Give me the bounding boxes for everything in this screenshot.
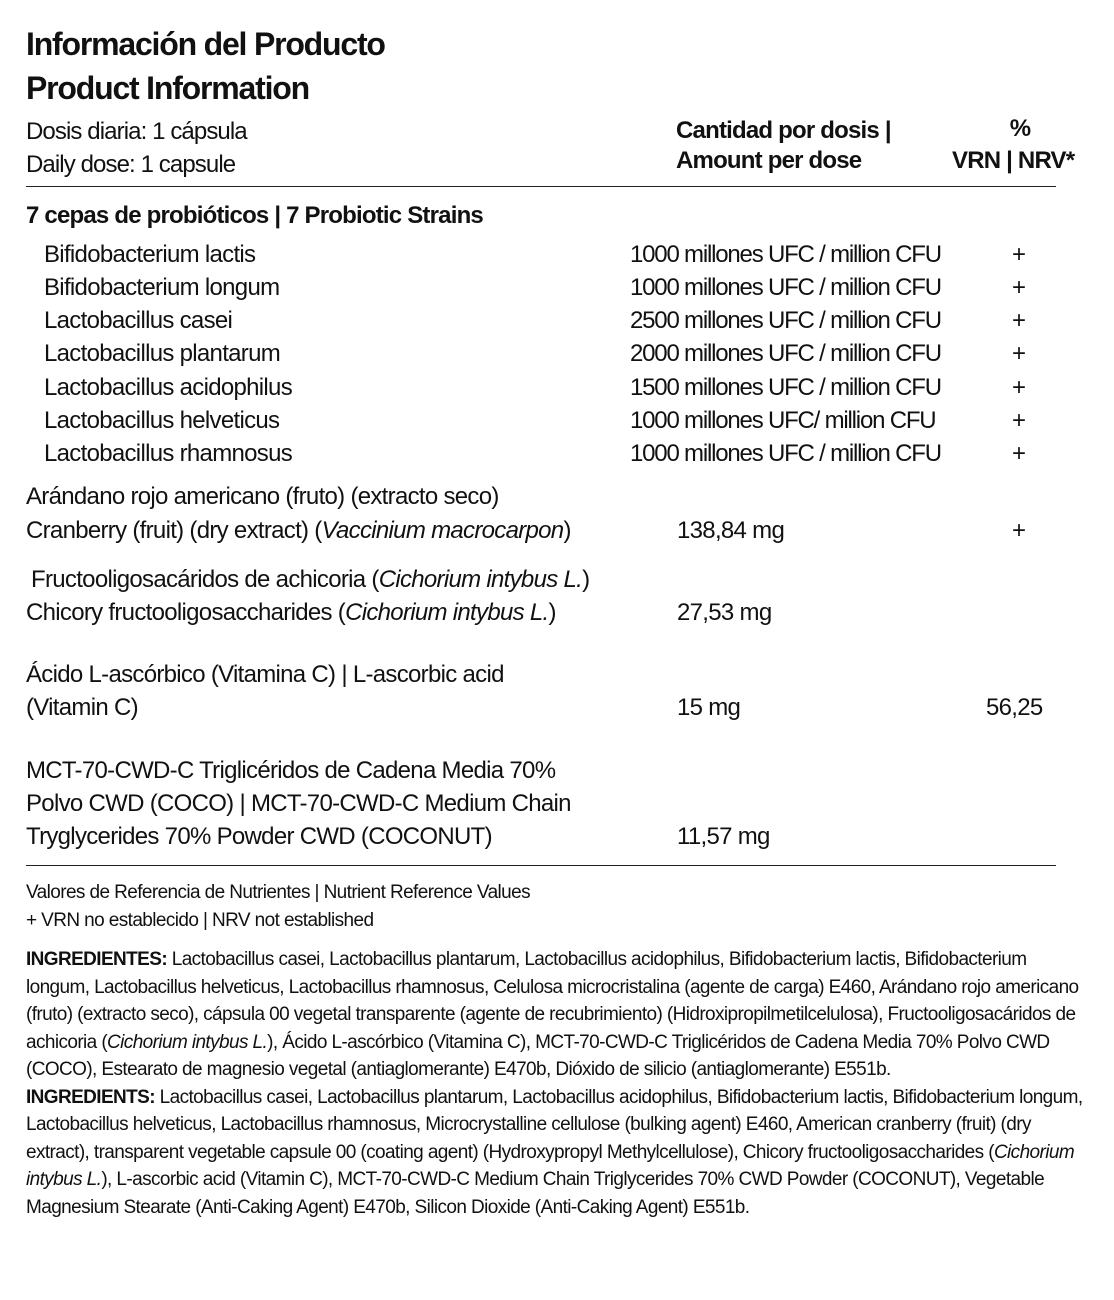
strain-amount: 2000 millones UFC / million CFU (630, 340, 941, 367)
nrv-reference-note: Valores de Referencia de Nutrientes | Nutrient Reference Values (26, 882, 530, 903)
strain-name: Lactobacillus rhamnosus (44, 440, 293, 467)
strain-nrv: + (1012, 274, 1026, 301)
vitamin-c-name-line2: (Vitamin C) (26, 694, 138, 721)
ingredients-spanish-label: INGREDIENTES: (26, 949, 168, 970)
strain-name: Bifidobacterium longum (44, 274, 280, 301)
mct-name-line1: MCT-70-CWD-C Triglicéridos de Cadena Media 70% (26, 757, 556, 784)
mct-name-line2: Polvo CWD (COCO) | MCT-70-CWD-C Medium Chain (26, 790, 571, 817)
chicory-name-spanish: Fructooligosacáridos de achicoria (Cichorium intybus L.) (31, 566, 590, 593)
strain-name: Lactobacillus acidophilus (44, 374, 293, 401)
strain-name: Lactobacillus helveticus (44, 407, 280, 434)
chicory-name-english: Chicory fructooligosaccharides (Cichorium intybus L.) (26, 599, 556, 626)
strain-nrv: + (1012, 340, 1026, 367)
strain-amount: 1000 millones UFC / million CFU (630, 440, 941, 467)
ingredients-english-label: INGREDIENTS: (26, 1086, 155, 1108)
ingredients-spanish: INGREDIENTES: Lactobacillus casei, Lactobacillus plantarum, Lactobacillus acidophilus, Bifidobacterium lactis, Bifidobacterium longum, Lactobacillus helveticus, Lactobacillus rhamnosus, Celulosa microcristalina (agente de carga) E460, Arándano rojo americano (fruto) (extracto seco), cápsula 00 vegetal transparente (agente de recubrimiento) (Hidroxipropilmetilcelulosa), Fructooligosacáridos de achicoria (Cichorium intybus L.), Ácido L-ascórbico (Vitamina C), MCT-70-CWD-C Triglicéridos de Cadena Media 70% Polvo CWD (COCO), Estearato de magnesio vegetal (antiaglomerante) E470b, Dióxido de silicio (antiaglomerante) E551b. (26, 949, 1079, 1080)
strain-nrv: + (1012, 407, 1026, 434)
nrv-not-established-note: + VRN no establecido | NRV not established (26, 910, 374, 931)
title-spanish: Información del Producto (26, 26, 385, 62)
strain-amount: 1500 millones UFC / million CFU (630, 374, 941, 401)
vitamin-c-amount: 15 mg (677, 694, 741, 721)
nrv-column-header-line2: VRN | NRV* (952, 147, 1075, 174)
title-english: Product Information (26, 70, 309, 106)
chicory-latin-name: Cichorium intybus L. (345, 599, 549, 626)
strain-row (0, 271, 1114, 304)
cranberry-name-spanish: Arándano rojo americano (fruto) (extracto seco) (26, 483, 499, 510)
daily-dose-english: Daily dose: 1 capsule (26, 151, 236, 178)
ingredients-english: INGREDIENTS: Lactobacillus casei, Lactobacillus plantarum, Lactobacillus acidophilus, Bifidobacterium lactis, Bifidobacterium longum, Lactobacillus helveticus, Lactobacillus rhamnosus, Microcrystalline cellulose (bulking agent) E460, American cranberry (fruit) (dry extract), transparent vegetable capsule 00 (coating agent) (Hydroxypropyl Methylcellulose), Chicory fructooligosaccharides (Cichorium intybus L.), L-ascorbic acid (Vitamin C), MCT-70-CWD-C Medium Chain Triglycerides 70% CWD Powder (COCONUT), Vegetable Magnesium Stearate (Anti-Caking Agent) E470b, Silicon Dioxide (Anti-Caking Agent) E551b. (26, 1086, 1083, 1218)
vitamin-c-name-line1: Ácido L-ascórbico (Vitamina C) | L-ascorbic acid (26, 661, 504, 688)
strain-amount: 1000 millones UFC/ million CFU (630, 407, 936, 434)
strain-name: Lactobacillus casei (44, 307, 233, 334)
footer-divider (26, 865, 1056, 866)
strain-amount: 2500 millones UFC / million CFU (630, 307, 941, 334)
chicory-latin-name: Cichorium intybus L. (378, 566, 583, 593)
cranberry-nrv: + (1012, 517, 1026, 544)
mct-name-line3: Tryglycerides 70% Powder CWD (COCONUT) (26, 823, 492, 850)
strain-row (0, 404, 1114, 437)
strain-name: Bifidobacterium lactis (44, 241, 256, 268)
mct-amount: 11,57 mg (677, 823, 770, 850)
strain-amount: 1000 millones UFC / million CFU (630, 241, 941, 268)
cranberry-latin-name: Vaccinium macrocarpon (321, 517, 564, 544)
cranberry-name-english: Cranberry (fruit) (dry extract) (Vaccinium macrocarpon) (26, 517, 571, 544)
chicory-amount: 27,53 mg (677, 599, 772, 626)
strain-nrv: + (1012, 440, 1026, 467)
header-divider (26, 186, 1056, 187)
strain-name: Lactobacillus plantarum (44, 340, 281, 367)
ingredients-block (26, 946, 1092, 1221)
strain-row (0, 337, 1114, 370)
daily-dose-spanish: Dosis diaria: 1 cápsula (26, 118, 247, 145)
strain-row (0, 304, 1114, 337)
strain-nrv: + (1012, 241, 1026, 268)
cranberry-amount: 138,84 mg (677, 517, 785, 544)
strain-row (0, 238, 1114, 271)
nrv-column-header-line1: % (1009, 115, 1031, 142)
strain-row (0, 437, 1114, 470)
strain-row (0, 371, 1114, 404)
strains-section-title: 7 cepas de probióticos | 7 Probiotic Strains (26, 202, 483, 229)
amount-column-header-line2: Amount per dose (676, 147, 862, 174)
strain-nrv: + (1012, 374, 1026, 401)
amount-column-header-line1: Cantidad por dosis | (676, 117, 891, 144)
strain-amount: 1000 millones UFC / million CFU (630, 274, 941, 301)
vitamin-c-nrv: 56,25 (986, 694, 1043, 721)
strain-nrv: + (1012, 307, 1026, 334)
